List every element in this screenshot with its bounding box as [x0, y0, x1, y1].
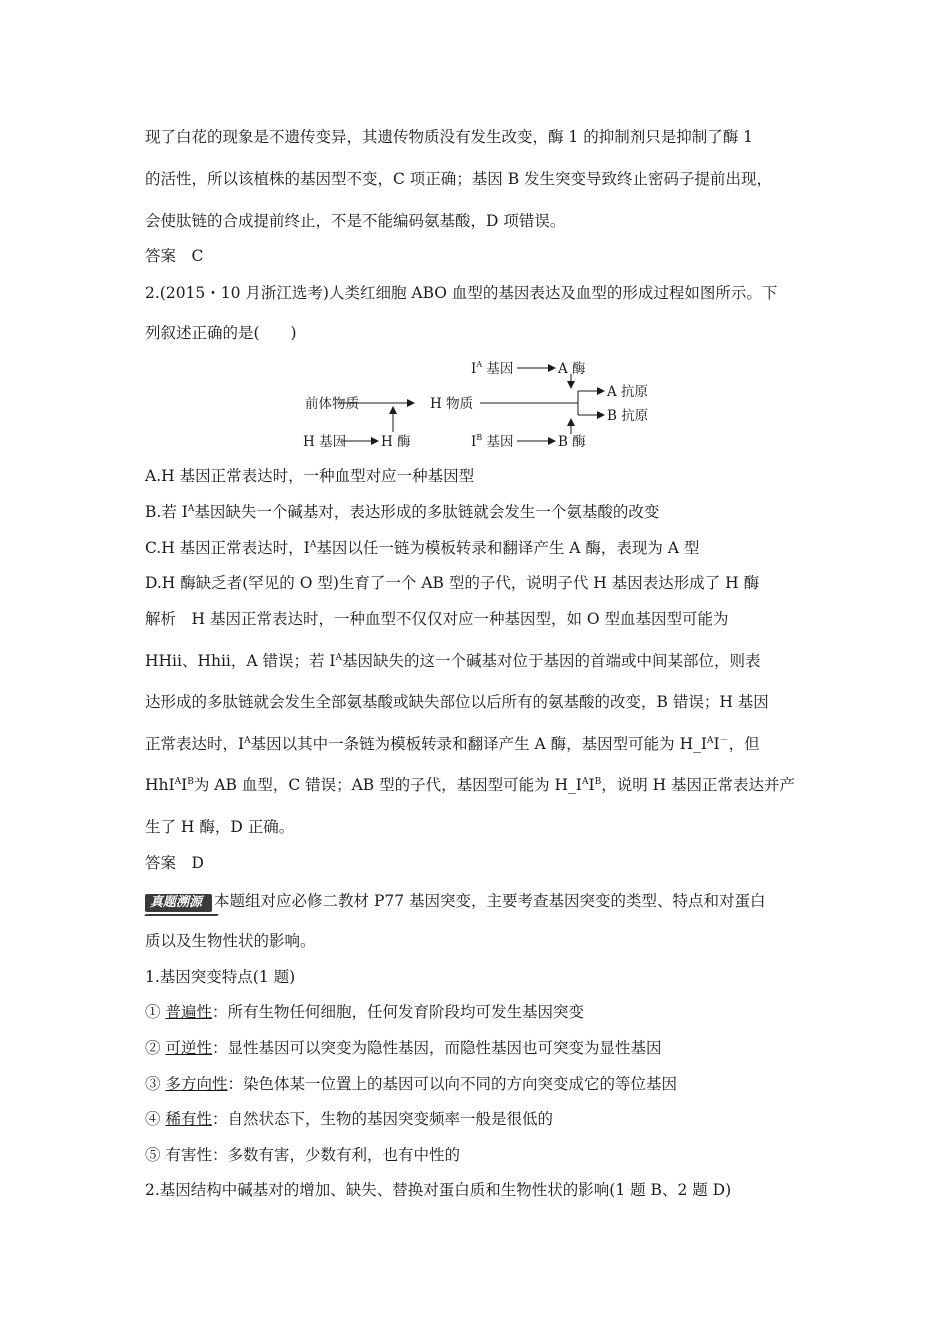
option-a: A.H 基因正常表达时，一种血型对应一种基因型	[145, 467, 475, 485]
analysis-line-3: 达形成的多肽链就会发生全部氨基酸或缺失部位以后所有的氨基酸的改变，B 错误；H 基因	[145, 693, 769, 711]
points-title-2: 2.基因结构中碱基对的增加、缺失、替换对蛋白质和生物性状的影响(1 题 B、2 题 D)	[145, 1181, 732, 1199]
label-ib-gene: $I^B$ 基因	[471, 433, 514, 450]
source-line-1: 真题溯源 本题组对应必修二教材 P77 基因突变，主要考查基因突变的类型、特点和对蛋白	[145, 891, 815, 912]
source-badge: 真题溯源	[145, 894, 212, 912]
point-item-5: ⑤ 有害性：多数有害，少数有利，也有中性的	[145, 1146, 460, 1164]
explanation-line-3: 会使肽链的合成提前终止，不是不能编码氨基酸，D 项错误。	[145, 212, 566, 230]
analysis-line-1: 解析 H 基因正常表达时，一种血型不仅仅对应一种基因型，如 O 型血基因型可能为	[145, 610, 729, 628]
label-ia-gene: $I^A$ 基因	[471, 360, 514, 377]
question-2-line-1: 2.(2015・10 月浙江选考)人类红细胞 ABO 血型的基因表达及血型的形成过程如图所示。下	[145, 284, 778, 302]
answer-2: 答案 D	[145, 854, 204, 872]
label-a-antigen: A 抗原	[607, 384, 649, 400]
point-item-4: ④ 稀有性：自然状态下，生物的基因突变频率一般是很低的	[145, 1110, 553, 1128]
explanation-line-2: 的活性，所以该植株的基因型不变，C 项正确；基因 B 发生突变导致终止密码子提前出现，	[145, 170, 773, 188]
label-b-enzyme: B 酶	[558, 434, 586, 450]
label-a-enzyme: A 酶	[558, 361, 586, 377]
label-h-enzyme: H 酶	[381, 434, 411, 450]
option-b: B.若 $I^A$基因缺失一个碱基对，表达形成的多肽链就会发生一个氨基酸的改变	[145, 503, 660, 521]
label-h-gene: H 基因	[303, 434, 347, 450]
points-title-1: 1.基因突变特点(1 题)	[145, 968, 296, 986]
answer-1: 答案 C	[145, 247, 204, 265]
point-item-3: ③ 多方向性：染色体某一位置上的基因可以向不同的方向突变成它的等位基因	[145, 1075, 677, 1093]
point-item-2: ② 可逆性：显性基因可以突变为隐性基因，而隐性基因也可突变为显性基因	[145, 1039, 662, 1057]
analysis-line-6: 生了 H 酶，D 正确。	[145, 818, 295, 836]
label-precursor: 前体物质	[305, 396, 359, 412]
question-2-line-2: 列叙述正确的是( )	[145, 324, 297, 342]
option-c: C.H 基因正常表达时，$I^A$基因以任一链为模板转录和翻译产生 A 酶，表现为 A 型	[145, 539, 700, 557]
option-d: D.H 酶缺乏者(罕见的 O 型)生育了一个 AB 型的子代，说明子代 H 基因表达形成了 H 酶	[145, 574, 760, 592]
analysis-line-4: 正常表达时，$I^A$基因以其中一条链为模板转录和翻译产生 A 酶，基因型可能为 $H\_I^AI^-$，但	[145, 735, 760, 753]
analysis-line-5: $HhI^AI^B$为 AB 血型，C 错误；AB 型的子代，基因型可能为 $H\_I^AI^B$，说明 H 基因正常表达并产	[145, 776, 796, 794]
point-item-1: ① 普遍性：所有生物任何细胞，任何发育阶段均可发生基因突变	[145, 1003, 584, 1021]
label-b-antigen: B 抗原	[607, 408, 649, 424]
explanation-line-1: 现了白花的现象是不遗传变异，其遗传物质没有发生改变，酶 1 的抑制剂只是抑制了酶 1	[145, 128, 754, 146]
source-line-2: 质以及生物性状的影响。	[145, 932, 316, 950]
abo-blood-type-diagram	[290, 352, 710, 458]
analysis-line-2: HHii、Hhii，A 错误；若 $I^A$基因缺失的这一个碱基对位于基因的首端或中间某部位，则表	[145, 652, 761, 670]
label-h-substance: H 物质	[430, 396, 474, 412]
